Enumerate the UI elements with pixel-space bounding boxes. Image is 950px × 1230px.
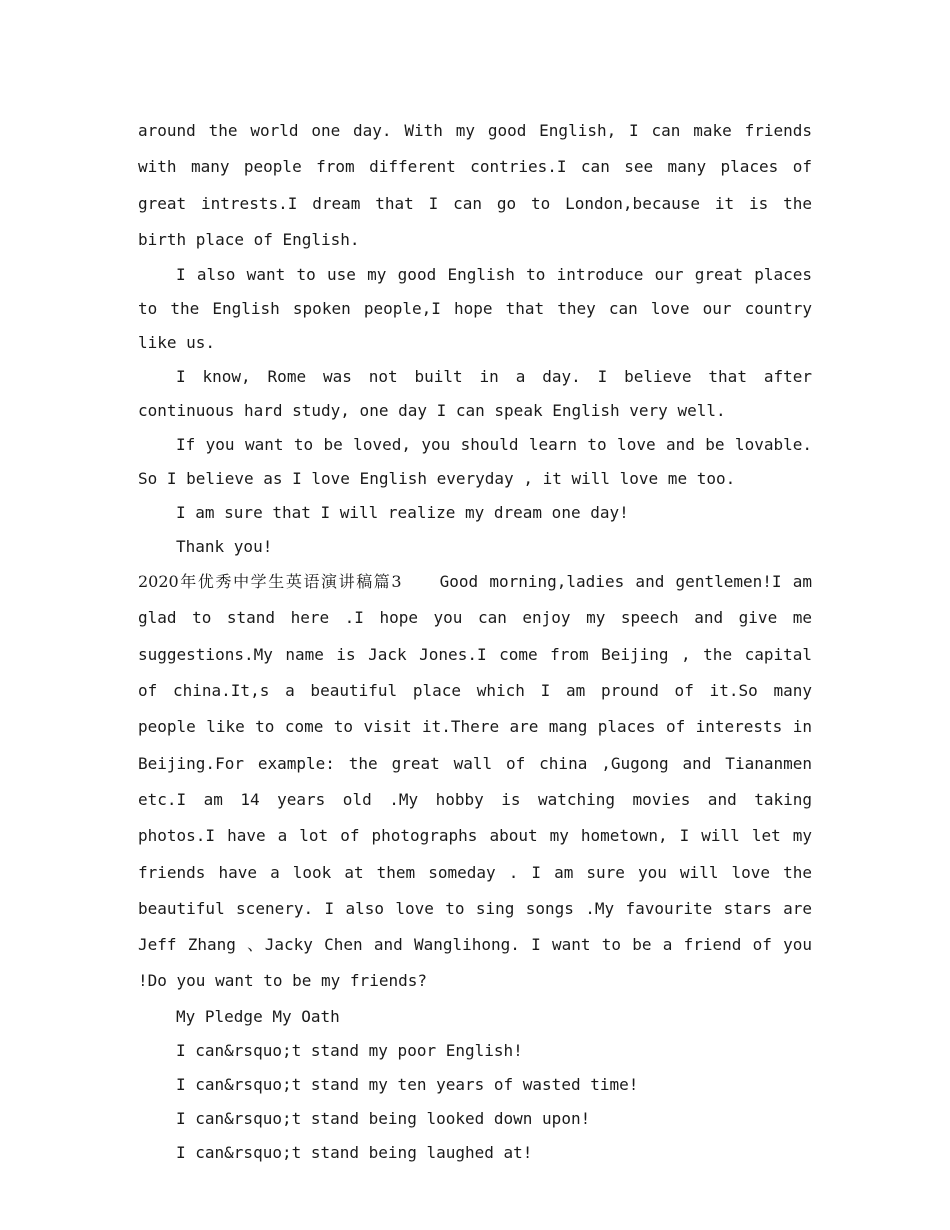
paragraph-london-dream: around the world one day. With my good English, I can make friends with many people from different contries.I can see many places of great intrests.I dream that I can go to London,because it is the birth place of English.: [138, 121, 812, 249]
paragraph-rome: I know, Rome was not built in a day. I believe that after continuous hard study, one day I can speak English very well.: [138, 367, 812, 421]
section-3-text: Good morning,ladies and gentlemen!I am glad to stand here .I hope you can enjoy my speech and give me suggestions.My name is Jack Jones.I come from Beijing , the capital of china.It,s a beautiful place which I am pround of it.So many people like to come to visit it.There are mang places of interests in Beijing.For example: the great wall of china ,Gugong and Tiananmen etc.I am 14 years old .My hobby is watching movies and taking photos.I have a lot of photographs about my hometown, I will let my friends have a look at them someday . I am sure you will love the beautiful scenery. I also love to sing songs .My favourite stars are Jeff Zhang 、Jacky Chen and Wanglihong. I want to be a friend of you !Do you want to be my friends?: [138, 572, 813, 991]
pledge-line-3: I can&rsquo;t stand being looked down upon!: [176, 1108, 591, 1128]
section-3-paragraph: [138, 564, 812, 1000]
paragraph-introduce-places: I also want to use my good English to introduce our great places to the English spoken people,I hope that they can love our country like us.: [138, 265, 812, 353]
pledge-line-2: I can&rsquo;t stand my ten years of wasted time!: [176, 1074, 639, 1094]
paragraph-realize-dream: I am sure that I will realize my dream one day!: [176, 503, 629, 523]
paragraph-love-english: If you want to be loved, you should learn to love and be lovable. So I believe as I love English everyday , it will love me too.: [138, 435, 812, 489]
pledge-title: My Pledge My Oath: [176, 1006, 340, 1026]
pledge-line-4: I can&rsquo;t stand being laughed at!: [176, 1142, 533, 1162]
document-body: [138, 113, 812, 1170]
pledge-line-1: I can&rsquo;t stand my poor English!: [176, 1040, 523, 1060]
paragraph-thank-you: Thank you!: [176, 537, 273, 557]
section-3-heading: 2020年优秀中学生英语演讲稿篇3: [138, 572, 402, 592]
